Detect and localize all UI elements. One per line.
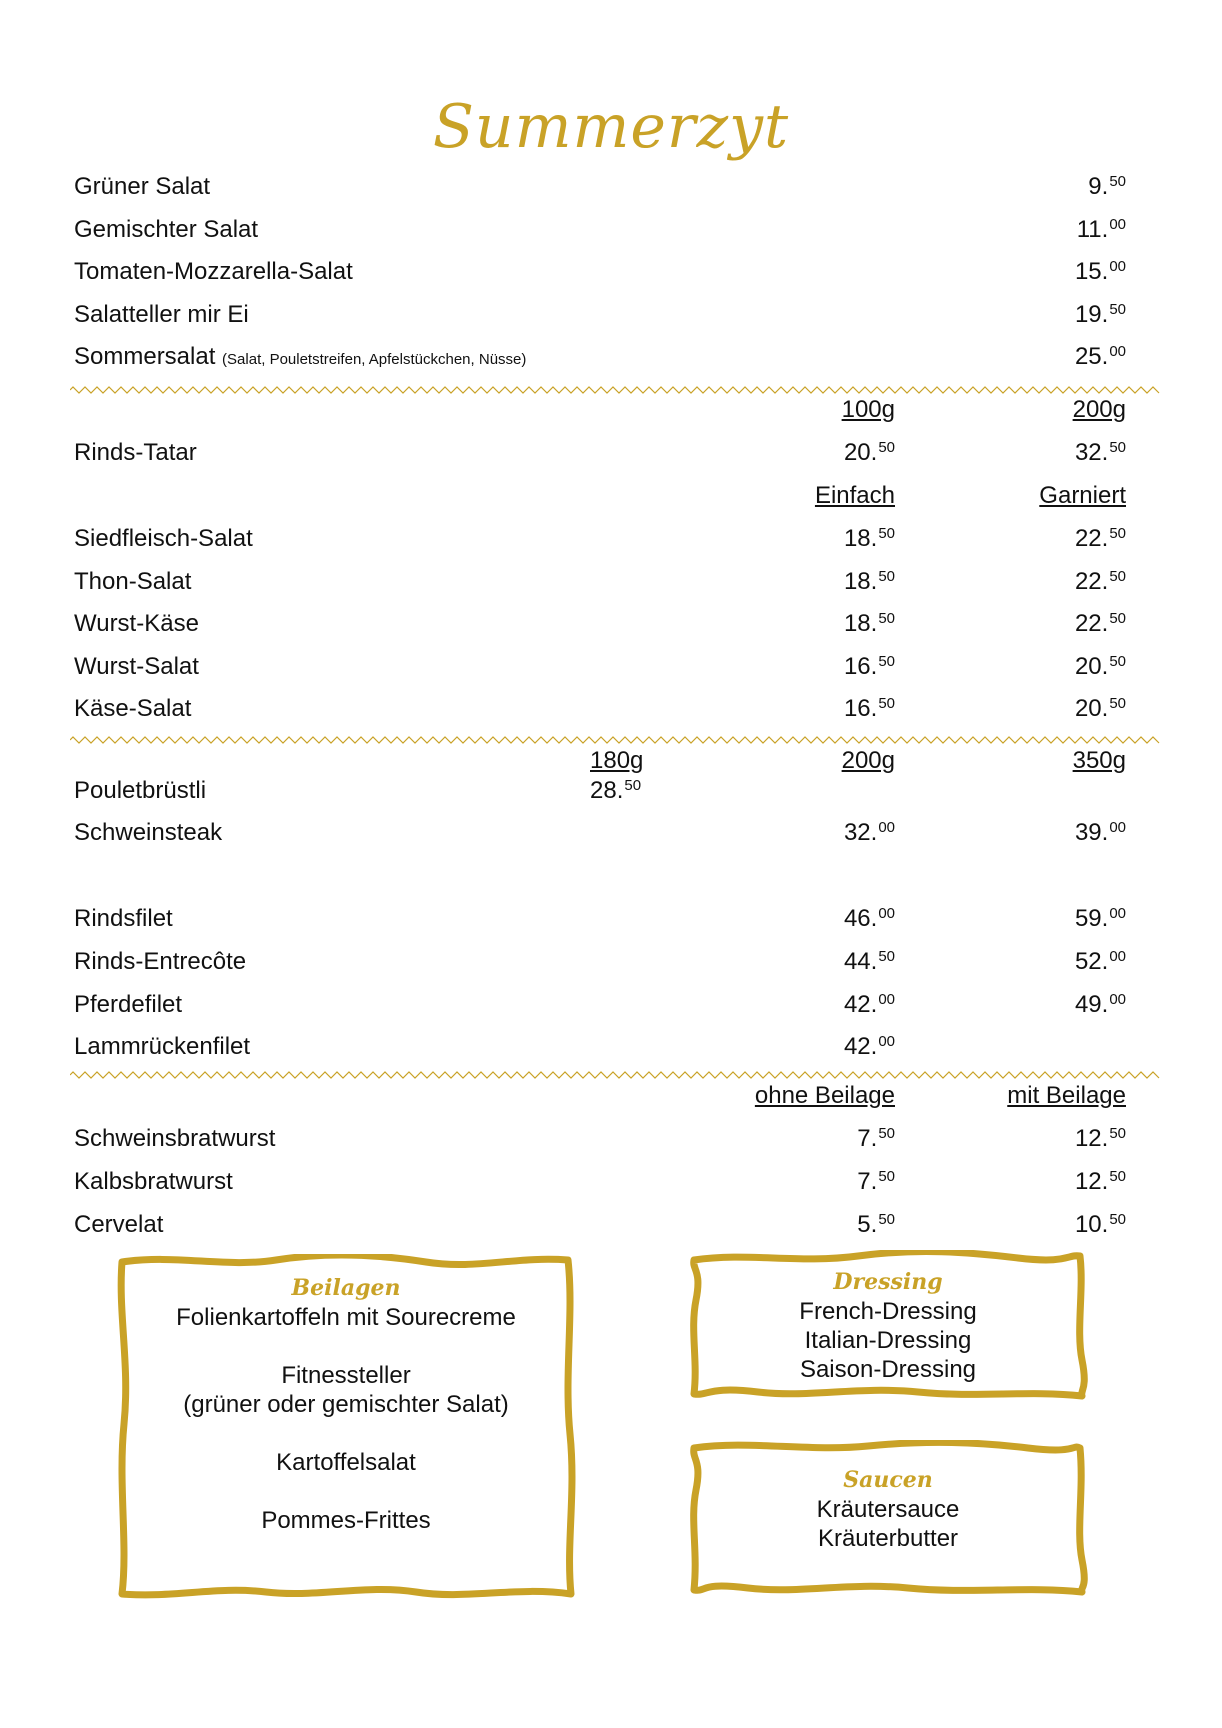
list-item: Folienkartoffeln mit Sourecreme <box>176 1304 516 1331</box>
item-name: Salatteller mir Ei <box>74 301 249 328</box>
item-name: Thon-Salat <box>74 568 192 595</box>
menu-item <box>0 167 1222 207</box>
item-price: 22.50 <box>1074 568 1126 595</box>
menu-item <box>0 985 1222 1025</box>
item-price: 44.50 <box>843 948 895 975</box>
item-price: 22.50 <box>1074 525 1126 552</box>
item-price: 15.00 <box>1074 258 1126 285</box>
list-item: Pommes-Frittes <box>261 1507 431 1534</box>
item-note: (Salat, Pouletstreifen, Apfelstückchen, Nüsse) <box>222 351 527 368</box>
menu-item <box>0 1162 1222 1202</box>
menu-item <box>0 295 1222 335</box>
menu-item <box>0 252 1222 292</box>
menu-item <box>0 562 1222 602</box>
item-name: Pouletbrüstli <box>74 777 207 804</box>
item-name: Kalbsbratwurst <box>74 1168 233 1195</box>
item-price: 18.50 <box>843 525 895 552</box>
wave-divider <box>70 384 1160 396</box>
menu-item <box>0 210 1222 250</box>
item-price: 20.50 <box>1074 653 1126 680</box>
menu-item <box>0 604 1222 644</box>
item-price: 7.50 <box>857 1168 895 1195</box>
col-header: Einfach <box>814 482 895 509</box>
item-name: Sommersalat (Salat, Pouletstreifen, Apfelstückchen, Nüsse) <box>74 343 527 370</box>
item-name: Wurst-Salat <box>74 653 199 680</box>
item-price: 9.50 <box>1088 173 1126 200</box>
col-header: 100g <box>841 396 895 423</box>
list-item: Saison-Dressing <box>799 1356 977 1383</box>
item-name: Lammrückenfilet <box>74 1033 251 1060</box>
item-name: Schweinsbratwurst <box>74 1125 276 1152</box>
col-header: 350g <box>1072 747 1126 774</box>
menu-item <box>0 689 1222 729</box>
wave-divider <box>70 734 1160 746</box>
item-price: 16.50 <box>843 695 895 722</box>
menu-item <box>0 771 1222 811</box>
item-price: 18.50 <box>843 568 895 595</box>
saucen-list <box>688 1466 1088 1553</box>
list-item: (grüner oder gemischter Salat) <box>183 1391 509 1418</box>
item-name: Cervelat <box>74 1211 164 1238</box>
item-price: 22.50 <box>1074 610 1126 637</box>
item-name: Siedfleisch-Salat <box>74 525 253 552</box>
menu-item <box>0 1027 1222 1067</box>
dressing-box <box>688 1250 1088 1402</box>
item-name: Käse-Salat <box>74 695 192 722</box>
list-item: Kräutersauce <box>816 1496 960 1523</box>
list-item: Kräuterbutter <box>817 1525 959 1552</box>
item-price: 18.50 <box>843 610 895 637</box>
item-price: 19.50 <box>1074 301 1126 328</box>
menu-item <box>0 813 1222 853</box>
item-name: Rinds-Tatar <box>74 439 197 466</box>
item-price: 52.00 <box>1074 948 1126 975</box>
item-price: 59.00 <box>1074 905 1126 932</box>
item-price: 20.50 <box>1074 695 1126 722</box>
col-header: 180g <box>590 747 644 774</box>
wave-divider <box>70 1069 1160 1081</box>
item-price: 39.00 <box>1074 819 1126 846</box>
item-name: Grüner Salat <box>74 173 211 200</box>
menu-item <box>0 519 1222 559</box>
menu-item <box>0 942 1222 982</box>
list-item: Fitnessteller <box>281 1362 411 1389</box>
item-name: Rindsfilet <box>74 905 173 932</box>
menu-item <box>0 433 1222 473</box>
item-price: 42.00 <box>843 1033 895 1060</box>
item-price: 7.50 <box>857 1125 895 1152</box>
menu-title: Summerzyt <box>432 92 790 162</box>
item-name: Pferdefilet <box>74 991 183 1018</box>
box-heading: Dressing <box>833 1269 943 1295</box>
menu-item <box>0 1119 1222 1159</box>
box-heading: Saucen <box>843 1467 933 1493</box>
menu-item <box>0 899 1222 939</box>
col-header: ohne Beilage <box>754 1082 895 1109</box>
col-header: 200g <box>841 747 895 774</box>
item-price: 11.00 <box>1076 216 1126 243</box>
item-name: Tomaten-Mozzarella-Salat <box>74 258 353 285</box>
list-item: Italian-Dressing <box>804 1327 972 1354</box>
item-price: 10.50 <box>1074 1211 1126 1238</box>
box-heading: Beilagen <box>291 1275 401 1301</box>
saucen-box <box>688 1440 1088 1598</box>
col-header: Garniert <box>1039 482 1126 509</box>
item-price: 20.50 <box>843 439 895 466</box>
item-price: 16.50 <box>843 653 895 680</box>
col-header: 200g <box>1072 396 1126 423</box>
item-price: 25.00 <box>1074 343 1126 370</box>
col-header: mit Beilage <box>1007 1082 1126 1109</box>
menu-item <box>0 337 1222 377</box>
item-price: 32.50 <box>1074 439 1126 466</box>
menu-item <box>0 647 1222 687</box>
item-price: 5.50 <box>857 1211 895 1238</box>
item-price: 46.00 <box>843 905 895 932</box>
beilagen-box <box>116 1254 576 1602</box>
item-price: 32.00 <box>843 819 895 846</box>
item-name: Rinds-Entrecôte <box>74 948 247 975</box>
list-item: French-Dressing <box>799 1298 977 1325</box>
item-price: 49.00 <box>1074 991 1126 1018</box>
item-price: 28.50 <box>590 777 642 804</box>
item-name: Gemischter Salat <box>74 216 259 243</box>
dressing-list <box>688 1268 1088 1384</box>
item-price: 42.00 <box>843 991 895 1018</box>
item-name: Wurst-Käse <box>74 610 199 637</box>
item-price: 12.50 <box>1074 1125 1126 1152</box>
beilagen-list <box>116 1274 576 1535</box>
item-name: Schweinsteak <box>74 819 223 846</box>
item-price: 12.50 <box>1074 1168 1126 1195</box>
list-item: Kartoffelsalat <box>276 1449 416 1476</box>
menu-item <box>0 1205 1222 1245</box>
